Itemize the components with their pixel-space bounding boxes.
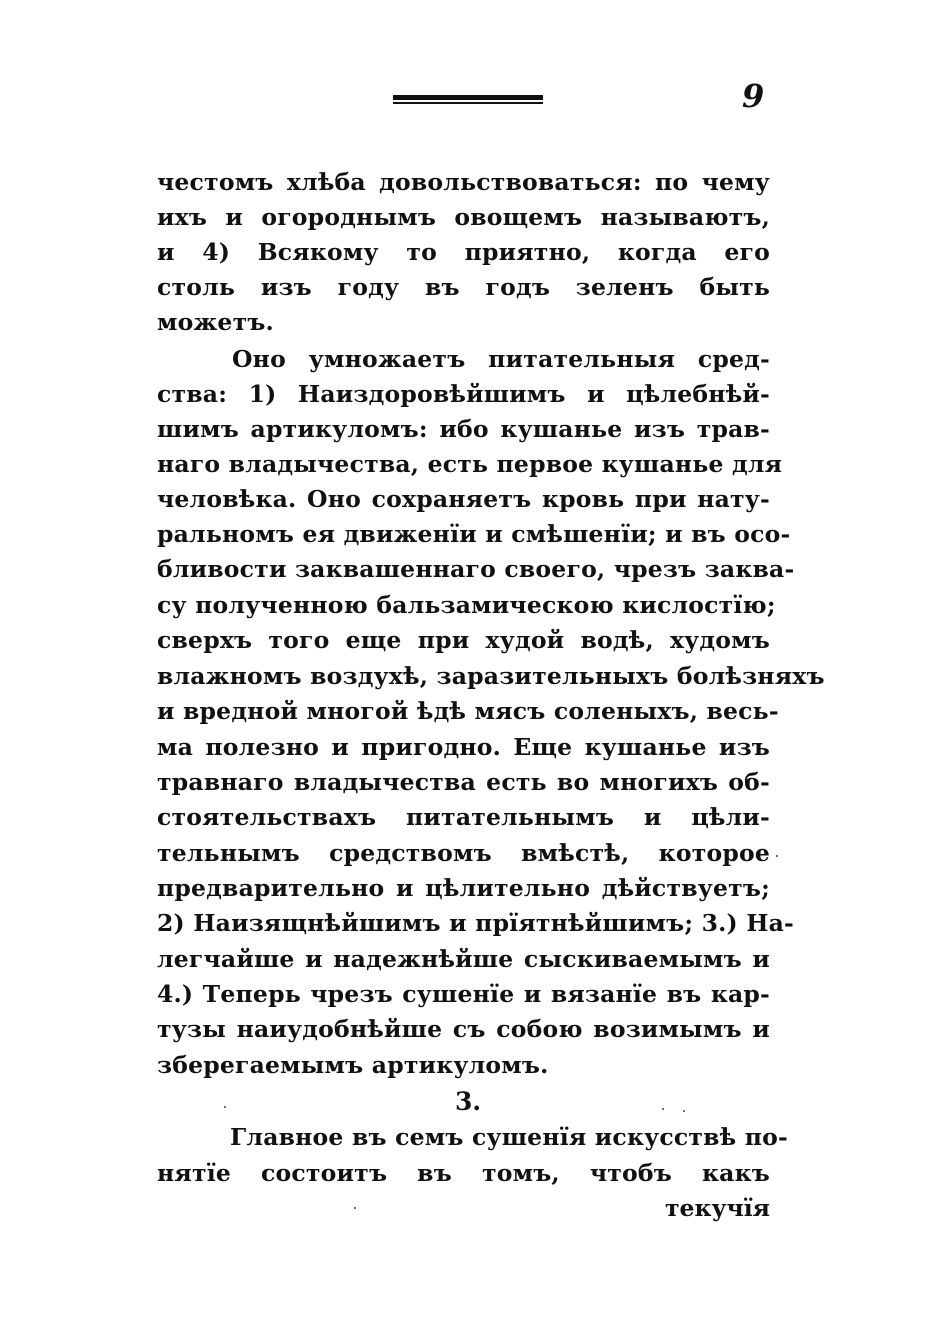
- text-line: шимъ артикуломъ: ибо кушанье изъ трав-: [157, 415, 770, 443]
- section-first-line: Главное въ семъ сушенїя искусствѣ по-: [230, 1123, 788, 1151]
- text-line: легчайше и надежнѣйше сыскиваемымъ и: [157, 945, 770, 973]
- header-rule-thick: [393, 95, 543, 100]
- text-line: сверхъ того еще при худой водѣ, худомъ: [157, 626, 770, 654]
- text-line: ральномъ ея движенїи и смѣшенїи; и въ осо-: [157, 520, 791, 548]
- text-line: тельнымъ средствомъ вмѣстѣ, которое: [157, 839, 770, 867]
- text-line: предварительно и цѣлительно дѣйствуетъ;: [157, 874, 770, 902]
- text-line: травнаго владычества есть во многихъ об-: [157, 768, 770, 796]
- scan-speck: [662, 1108, 664, 1110]
- text-line: 2) Наизящнѣйшимъ и прїятнѣйшимъ; 3.) На-: [157, 909, 795, 937]
- page-number: 9: [742, 77, 765, 115]
- text-line: человѣка. Оно сохраняетъ кровь при нату-: [157, 485, 770, 513]
- paragraph-first-line: Оно умножаетъ питательныя сред-: [232, 345, 770, 373]
- scan-speck: [683, 1110, 685, 1112]
- text-line: 4.) Теперь чрезъ сушенїе и вязанїе въ кар-: [157, 980, 770, 1008]
- text-line: столь изъ году въ годъ зеленъ быть: [157, 273, 770, 301]
- scan-speck: [354, 1207, 356, 1209]
- text-line: и вредной многой ѣдѣ мясъ соленыхъ, весь-: [157, 697, 779, 725]
- scan-speck: [776, 855, 778, 857]
- text-line: ства: 1) Наиздоровѣйшимъ и цѣлебнѣй-: [157, 380, 770, 408]
- text-line: наго владычества, есть первое кушанье для: [157, 450, 783, 478]
- text-line: влажномъ воздухѣ, заразительныхъ болѣзняхъ: [157, 662, 825, 690]
- section-number: 3.: [454, 1087, 482, 1116]
- header-rule-thin: [393, 102, 543, 104]
- text-line: зберегаемымъ артикуломъ.: [157, 1051, 549, 1079]
- text-line: тузы наиудобнѣйше съ собою возимымъ и: [157, 1015, 770, 1043]
- header-ornament-rule: [393, 95, 543, 104]
- text-line: ихъ и огороднымъ овощемъ называютъ,: [157, 203, 770, 231]
- scan-speck: [224, 1106, 226, 1108]
- text-line: бливости заквашеннаго своего, чрезъ заква-: [157, 555, 795, 583]
- text-line: стоятельствахъ питательнымъ и цѣли-: [157, 803, 770, 831]
- text-line: можетъ.: [157, 308, 274, 336]
- text-line: ма полезно и пригодно. Еще кушанье изъ: [157, 733, 770, 761]
- text-line: нятїе состоитъ въ томъ, чтобъ какъ: [157, 1159, 770, 1187]
- catchword: текучїя: [664, 1194, 770, 1222]
- text-line: су полученною бальзамическою кислостїю;: [157, 591, 776, 619]
- text-line: и 4) Всякому то приятно, когда его: [157, 238, 770, 266]
- text-line: честомъ хлѣба довольствоваться: по чему: [157, 168, 770, 196]
